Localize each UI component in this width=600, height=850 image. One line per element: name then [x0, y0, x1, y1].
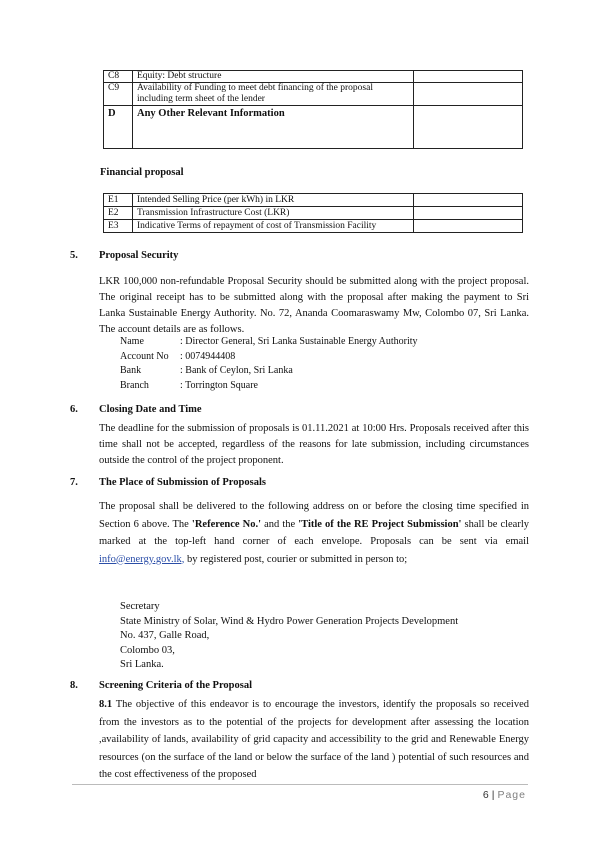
section-8-paragraph — [99, 696, 529, 784]
row-description: Transmission Infrastructure Cost (LKR) — [133, 207, 414, 220]
page-footer — [483, 789, 526, 801]
row-code: E1 — [104, 194, 133, 207]
address-line: Secretary — [120, 601, 160, 612]
row-description: Availability of Funding to meet debt financing of the proposal including term sheet of the lender — [133, 83, 414, 106]
account-value: : 0074944408 — [180, 350, 236, 362]
row-description: Indicative Terms of repayment of cost of Transmission Facility — [133, 220, 414, 233]
row-value — [414, 220, 523, 233]
table-row — [104, 71, 523, 83]
account-row — [120, 379, 418, 394]
paragraph-text: The deadline for the submission of proposals is 01.11.2021 at 10:00 Hrs. Proposals received after this time shall not be accepted, regardless of the reasons for late submission, including circumstances outside the control of the project proponent. — [99, 423, 529, 466]
section-8-title: Screening Criteria of the Proposal — [99, 680, 253, 691]
table-row — [104, 106, 523, 149]
row-description: Intended Selling Price (per kWh) in LKR — [133, 194, 414, 207]
row-description: Any Other Relevant Information — [133, 106, 414, 149]
account-key: Branch — [120, 379, 149, 391]
footer-divider — [72, 784, 528, 785]
table-row — [104, 220, 523, 233]
section-7-number: 7. — [70, 477, 78, 488]
row-value — [414, 207, 523, 220]
row-value — [414, 83, 523, 106]
account-value: : Director General, Sri Lanka Sustainable Energy Authority — [180, 336, 418, 347]
account-row — [120, 350, 418, 365]
row-value — [414, 71, 523, 83]
financial-proposal-heading: Financial proposal — [100, 167, 184, 178]
paragraph-part: shall be clearly marked at the top-left hand corner of each envelope. Proposals can be sent via email — [99, 518, 530, 547]
account-value: : Torrington Square — [180, 379, 258, 391]
submission-address — [120, 600, 458, 673]
email-link[interactable]: info@energy.gov.lk, — [99, 553, 185, 565]
paragraph-part: by registered post, courier or submitted in person to; — [184, 553, 408, 565]
financial-proposal-table — [103, 193, 523, 233]
section-6-number: 6. — [70, 404, 78, 415]
paragraph-text: LKR 100,000 non-refundable Proposal Security should be submitted along with the project proposal. The original receipt has to be submitted along with the proposal after making the payment to Sri Lanka Sustainable Energy Authority. No. 72, Ananda Coomaraswamy Mw, Colombo 07, Sri Lanka. The account details are as follows. — [99, 276, 529, 335]
account-row — [120, 335, 418, 350]
footer-separator: | — [491, 789, 495, 801]
table-row — [104, 83, 523, 106]
row-value — [414, 106, 523, 149]
table-row — [104, 194, 523, 207]
address-line: Sri Lanka. — [120, 659, 164, 670]
address-line: State Ministry of Solar, Wind & Hydro Power Generation Projects Development — [120, 615, 459, 627]
row-code: C8 — [104, 71, 133, 83]
row-value — [414, 194, 523, 207]
section-8-number: 8. — [70, 680, 78, 691]
section-6-title: Closing Date and Time — [99, 404, 202, 415]
page-word: Page — [497, 789, 526, 801]
section-7-title: The Place of Submission of Proposals — [99, 477, 266, 488]
section-5-paragraph — [99, 274, 529, 338]
technical-criteria-table — [103, 70, 523, 149]
address-line: Colombo 03, — [120, 644, 175, 656]
account-details — [120, 335, 418, 393]
paragraph-part: The objective of this endeavor is to encourage the investors, identify the proposals so received from the investors as to the potential of the projects for development after assessing the location ,availability of lands, availability of grid capacity and accessibility to the grid and Renewable Energy resources (on the surface of the land or below the surface of the land ) potential of such resources and the cost effectiveness of the proposed — [99, 699, 529, 780]
section-5-title: Proposal Security — [99, 250, 179, 261]
row-code: E3 — [104, 220, 133, 233]
address-line: No. 437, Galle Road, — [120, 630, 210, 641]
account-value: : Bank of Ceylon, Sri Lanka — [180, 365, 293, 376]
row-code: E2 — [104, 207, 133, 220]
table-row — [104, 207, 523, 220]
paragraph-text — [99, 498, 529, 568]
row-code: C9 — [104, 83, 133, 106]
section-7-paragraph — [99, 498, 529, 568]
row-code: D — [104, 106, 133, 149]
account-key: Bank — [120, 365, 142, 376]
page-number: 6 — [482, 789, 489, 801]
subsection-number: 8.1 — [99, 699, 113, 710]
account-key: Account No — [120, 350, 169, 362]
paragraph-part: and the — [261, 518, 299, 530]
section-6-paragraph — [99, 421, 529, 469]
section-5-number: 5. — [70, 250, 78, 261]
reference-no-text: 'Reference No.' — [191, 518, 261, 530]
account-key: Name — [120, 336, 144, 347]
account-row — [120, 364, 418, 379]
paragraph-part: The proposal shall be delivered to the following address on or before the closing time specified in Section 6 above. The — [99, 501, 529, 530]
title-re-text: 'Title of the RE Project Submission' — [298, 518, 462, 530]
paragraph-text — [99, 696, 529, 784]
row-description: Equity: Debt structure — [133, 71, 414, 83]
